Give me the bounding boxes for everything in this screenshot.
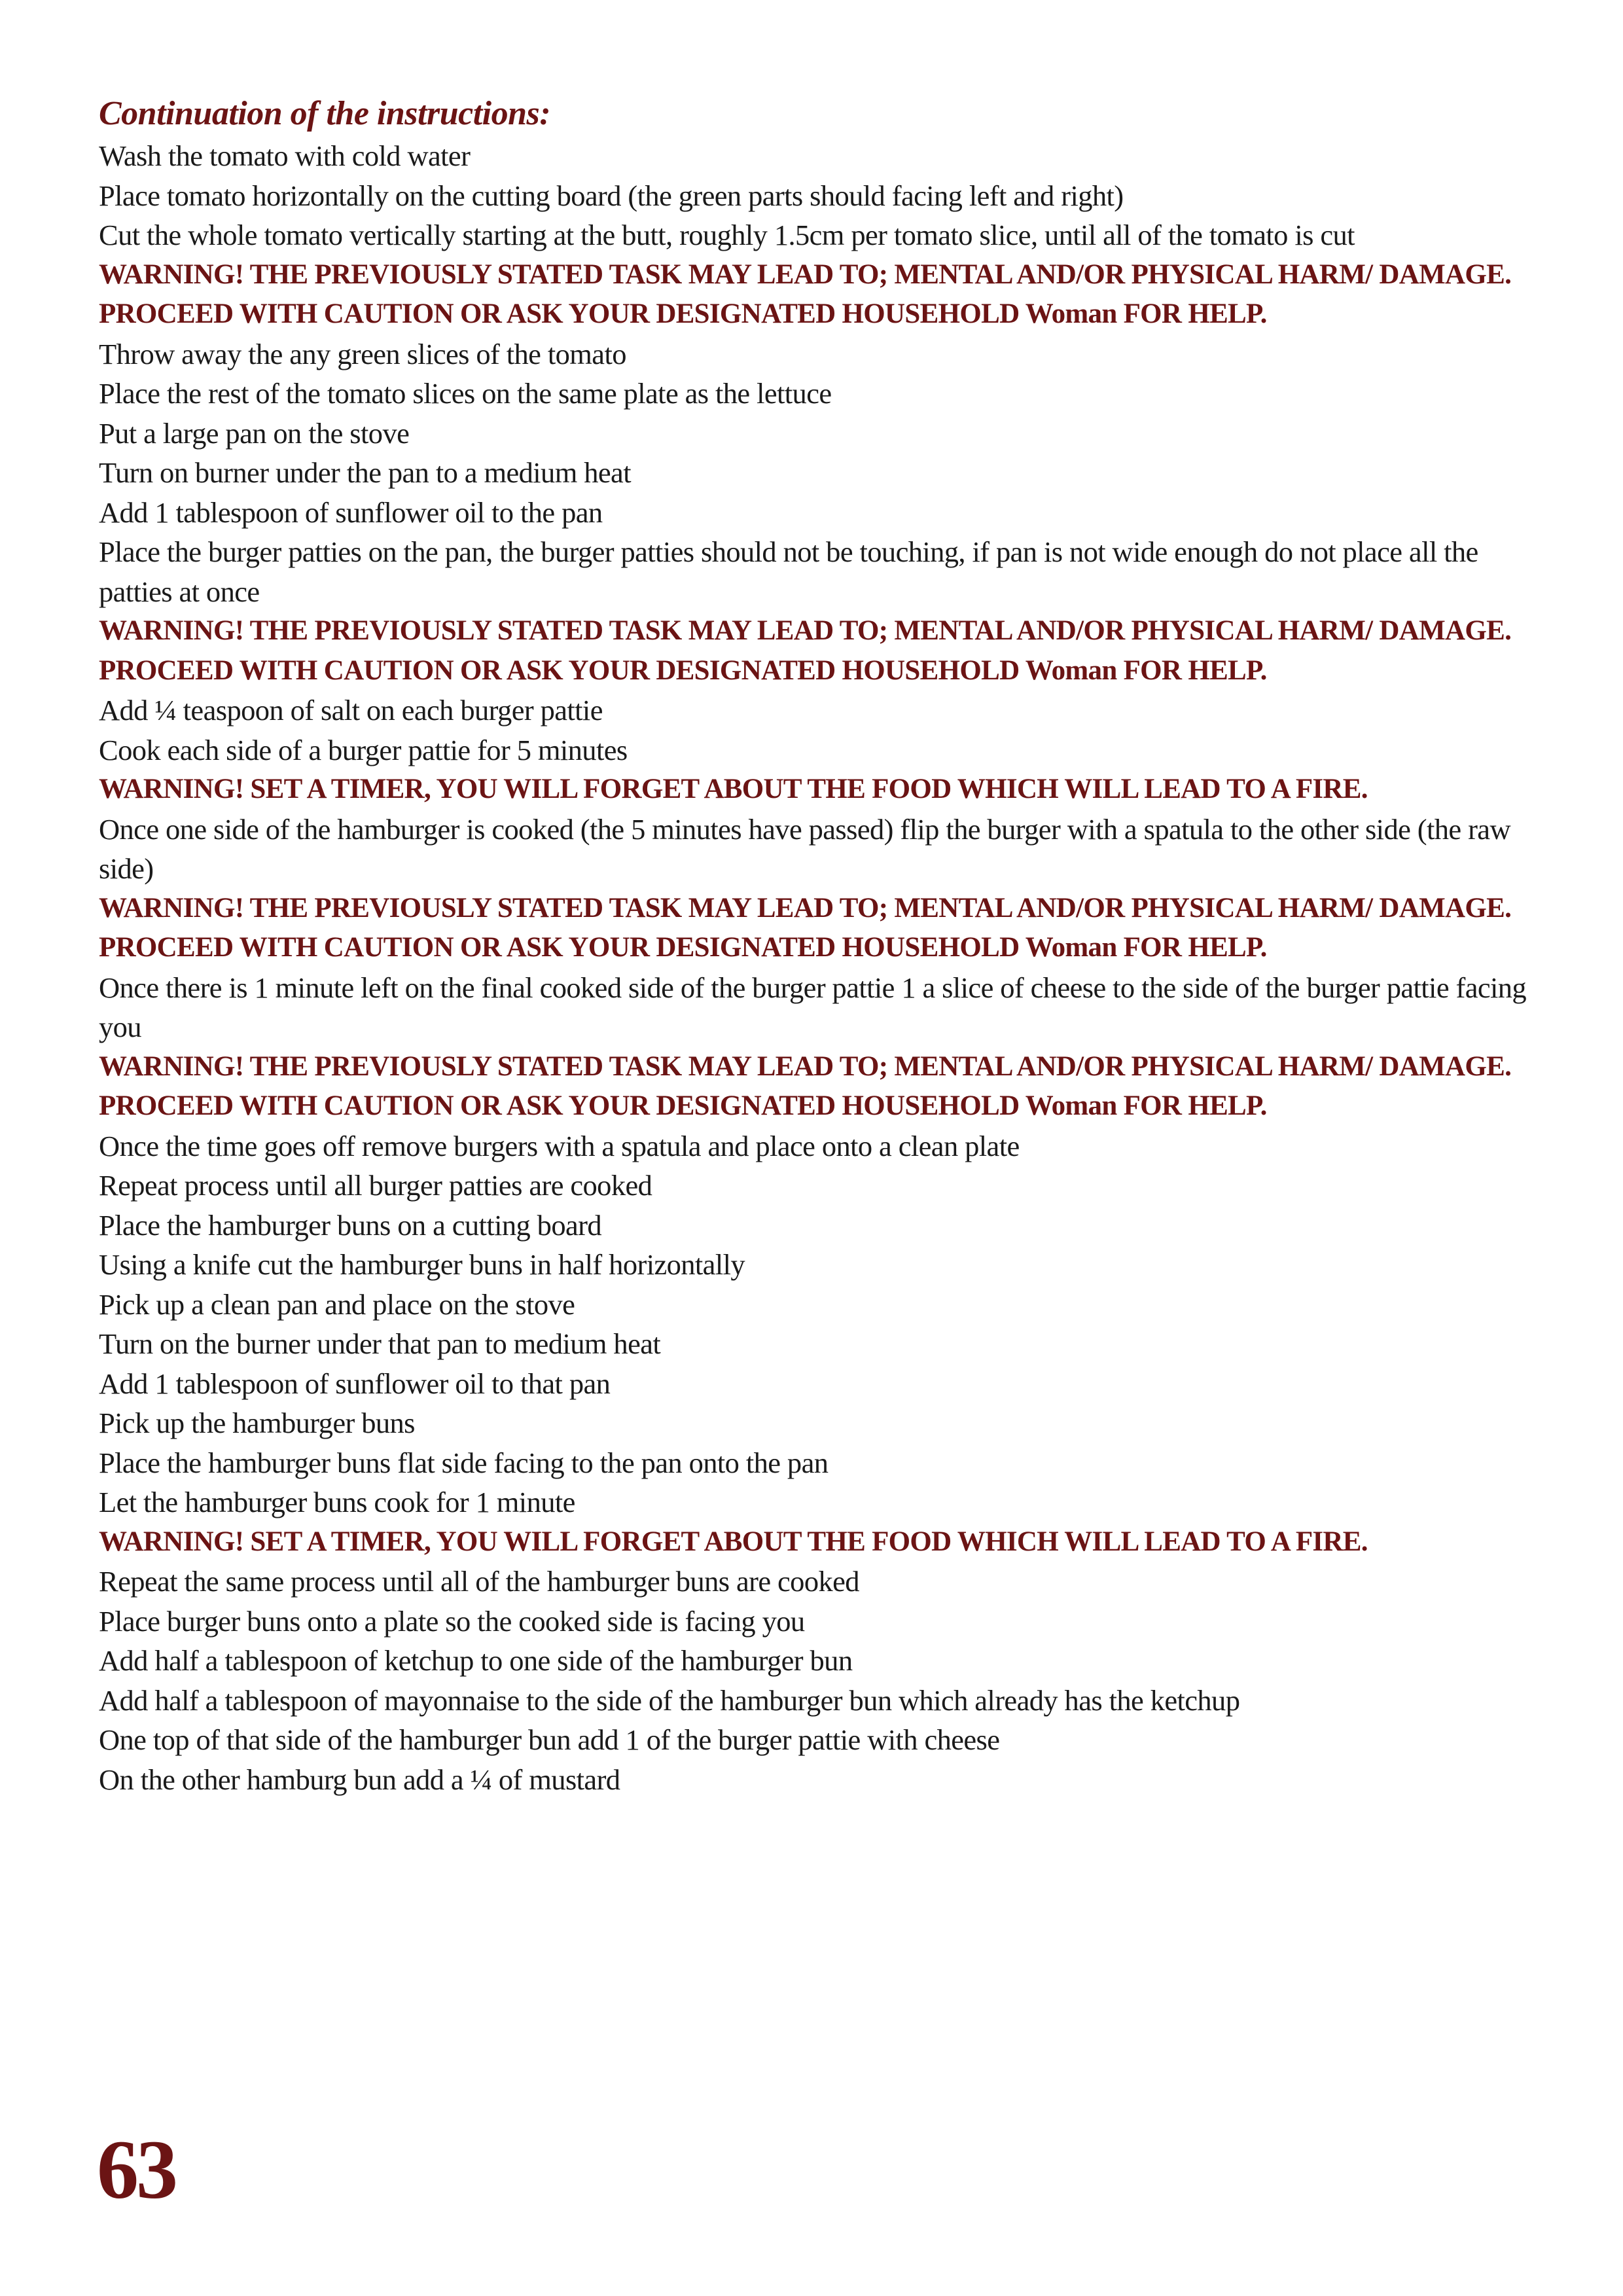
warning-text: WARNING! THE PREVIOUSLY STATED TASK MAY LEAD TO; MENTAL AND/OR PHYSICAL HARM/ DAMAGE. PROCEED WITH CAUTION OR ASK YOUR DESIGNATED HOUSEHOLD Woman FOR HELP.: [99, 259, 1512, 329]
instruction-step: Wash the tomato with cold water: [99, 139, 471, 172]
instruction-step: Place tomato horizontally on the cutting board (the green parts should facing left and right): [99, 179, 1124, 212]
instruction-step: Once there is 1 minute left on the final cooked side of the burger pattie 1 a slice of cheese to the side of the burger pattie facing you: [99, 971, 1527, 1043]
warning-text: WARNING! SET A TIMER, YOU WILL FORGET ABOUT THE FOOD WHICH WILL LEAD TO A FIRE.: [99, 774, 1368, 804]
instruction-step: Add 1 tablespoon of sunflower oil to that pan: [99, 1367, 611, 1400]
warning-text: WARNING! THE PREVIOUSLY STATED TASK MAY LEAD TO; MENTAL AND/OR PHYSICAL HARM/ DAMAGE. PROCEED WITH CAUTION OR ASK YOUR DESIGNATED HOUSEHOLD Woman FOR HELP.: [99, 892, 1512, 963]
instruction-step: Add 1 tablespoon of sunflower oil to the pan: [99, 495, 603, 529]
instruction-step: Pick up a clean pan and place on the stove: [99, 1287, 575, 1321]
instruction-step: Throw away the any green slices of the tomato: [99, 337, 626, 370]
instruction-step: Add ¼ teaspoon of salt on each burger pattie: [99, 694, 603, 726]
instruction-step: Cook each side of a burger pattie for 5 minutes: [99, 733, 628, 766]
instruction-step: Turn on the burner under that pan to medium heat: [99, 1327, 661, 1360]
instruction-step: Turn on burner under the pan to a medium heat: [99, 456, 631, 489]
instruction-step: Once the time goes off remove burgers with a spatula and place onto a clean plate: [99, 1129, 1020, 1162]
instruction-step: Pick up the hamburger buns: [99, 1407, 415, 1439]
instruction-list: [99, 136, 1539, 1799]
instruction-step: Place the burger patties on the pan, the burger patties should not be touching, if pan is not wide enough do not place all the patties at once: [99, 535, 1478, 608]
instruction-step: Cut the whole tomato vertically starting at the butt, roughly 1.5cm per tomato slice, until all of the tomato is cut: [99, 219, 1355, 251]
instruction-step: Repeat process until all burger patties are cooked: [99, 1169, 652, 1202]
instruction-step: Place the hamburger buns on a cutting board: [99, 1208, 601, 1242]
instruction-step: Let the hamburger buns cook for 1 minute: [99, 1486, 575, 1518]
instruction-step: Add half a tablespoon of mayonnaise to the side of the hamburger bun which already has the ketchup: [99, 1683, 1240, 1717]
warning-text: WARNING! THE PREVIOUSLY STATED TASK MAY LEAD TO; MENTAL AND/OR PHYSICAL HARM/ DAMAGE. PROCEED WITH CAUTION OR ASK YOUR DESIGNATED HOUSEHOLD Woman FOR HELP.: [99, 615, 1512, 686]
instruction-step: Once one side of the hamburger is cooked (the 5 minutes have passed) flip the burger with a spatula to the other side (the raw side): [99, 812, 1510, 885]
instruction-step: Repeat the same process until all of the hamburger buns are cooked: [99, 1565, 859, 1598]
section-heading: Continuation of the instructions:: [99, 95, 551, 132]
instruction-step: One top of that side of the hamburger bun add 1 of the burger pattie with cheese: [99, 1723, 1000, 1756]
warning-text: WARNING! SET A TIMER, YOU WILL FORGET ABOUT THE FOOD WHICH WILL LEAD TO A FIRE.: [99, 1526, 1368, 1557]
instruction-step: Using a knife cut the hamburger buns in half horizontally: [99, 1248, 745, 1281]
instructions-continuation: [99, 92, 1539, 1799]
instruction-step: Place the hamburger buns flat side facing to the pan onto the pan: [99, 1446, 829, 1479]
instruction-step: Add half a tablespoon of ketchup to one side of the hamburger bun: [99, 1644, 853, 1677]
warning-text: WARNING! THE PREVIOUSLY STATED TASK MAY LEAD TO; MENTAL AND/OR PHYSICAL HARM/ DAMAGE. PROCEED WITH CAUTION OR ASK YOUR DESIGNATED HOUSEHOLD Woman FOR HELP.: [99, 1050, 1512, 1121]
page-number: 63: [97, 2123, 175, 2216]
instruction-step: Put a large pan on the stove: [99, 416, 410, 450]
instruction-step: Place burger buns onto a plate so the cooked side is facing you: [99, 1604, 805, 1638]
instruction-step: On the other hamburg bun add a ¼ of mustard: [99, 1763, 620, 1796]
instruction-step: Place the rest of the tomato slices on the same plate as the lettuce: [99, 377, 832, 410]
